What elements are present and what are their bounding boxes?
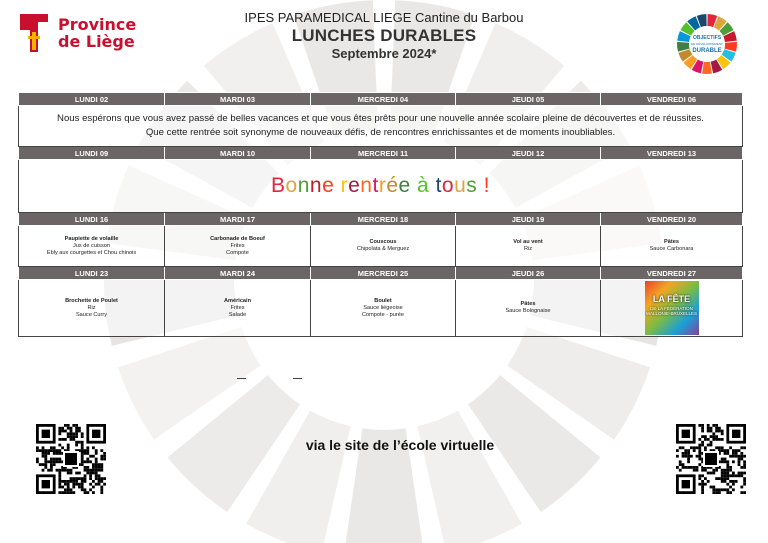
dish-side: Chipolata & Merguez: [356, 246, 410, 252]
week-4-row: [19, 280, 743, 337]
banner-letter: r: [340, 174, 349, 197]
dish-side: Sauce Curry: [75, 311, 108, 318]
banner-letter: u: [454, 174, 467, 197]
week-2-row: [19, 160, 743, 213]
footer-link-text: via le site de l’école virtuelle: [305, 437, 495, 453]
dish-main: Boulet: [374, 297, 392, 304]
day-header: JEUDI 05: [456, 93, 601, 106]
day-header: MERCREDI 18: [311, 213, 456, 226]
day-header: VENDREDI 20: [601, 213, 743, 226]
banner-letter: e: [348, 174, 361, 197]
school-name: IPES PARAMEDICAL LIEGE Cantine du Barbou: [244, 10, 524, 25]
day-header: LUNDI 16: [19, 213, 165, 226]
dish-main: Brochette de Poulet: [65, 297, 118, 304]
badge-line3: DURABLE: [692, 48, 722, 54]
day-header: MERCREDI 11: [311, 147, 456, 160]
week-3-header: [19, 213, 743, 226]
poster-title-text: LA FÊTE: [652, 294, 691, 304]
banner-letter: e: [398, 174, 411, 197]
dish-main: Paupiette de volaille: [64, 235, 119, 242]
dish-side: Sauce Bolognaise: [505, 308, 551, 314]
dish-side: Sauce liégeoise: [363, 304, 403, 311]
day-header: JEUDI 12: [456, 147, 601, 160]
dash-mark: [293, 378, 302, 379]
banner-letter: à: [417, 174, 430, 197]
day-header: JEUDI 26: [456, 267, 601, 280]
banner-letter: s: [466, 174, 478, 197]
banner-letter: n: [297, 174, 310, 197]
welcome-line1: Nous espérons que vous avez passé de belles vacances et que vous êtes prêts pour une nouvelle année scolaire pleine de découvertes et de réussites.: [57, 113, 704, 124]
week-1-row: [19, 106, 743, 147]
dish-side: Frites: [230, 304, 245, 311]
dish-main: Pâtes: [664, 239, 679, 245]
day-header: MARDI 10: [165, 147, 311, 160]
badge-line2: DE DÉVELOPPEMENT: [691, 42, 723, 46]
banner-letter: é: [386, 174, 399, 197]
day-header: LUNDI 09: [19, 147, 165, 160]
dish-main: Pâtes: [520, 301, 536, 307]
banner-letter: t: [372, 174, 379, 197]
dish-side: Frites: [230, 242, 245, 249]
dash-mark: [237, 378, 246, 379]
fete-poster-title: [645, 295, 699, 316]
menu-cell: [601, 226, 743, 267]
week-2-header: [19, 147, 743, 160]
banner-letter: t: [435, 174, 442, 197]
day-header: VENDREDI 13: [601, 147, 743, 160]
week-1-header: [19, 93, 743, 106]
menu-cell: [456, 226, 601, 267]
banner-letter: e: [322, 174, 335, 197]
banner-letter: B: [271, 174, 286, 197]
welcome-message: [19, 106, 743, 147]
page-header: [0, 0, 768, 90]
welcome-line2: Que cette rentrée soit synonyme de nouveaux défis, de rencontres enrichissantes et de moments inoubliables.: [145, 127, 616, 138]
sdg-badge-icon: [675, 12, 739, 76]
dish-side: Compote - purée: [362, 311, 404, 318]
banner-letter: o: [285, 174, 298, 197]
dish-side: Riz: [87, 304, 96, 311]
dish-side: Compote: [226, 249, 249, 256]
day-header: MARDI 17: [165, 213, 311, 226]
dish-main: Carbonade de Boeuf: [210, 235, 265, 242]
dish-main: Américain: [223, 297, 252, 304]
menu-cell: [165, 280, 311, 337]
title-block: [0, 10, 768, 61]
qr-code-left-icon: [36, 424, 106, 494]
menu-cell: [19, 226, 165, 267]
menu-cell: [165, 226, 311, 267]
qr-code-right-icon: [676, 424, 746, 494]
day-header: VENDREDI 06: [601, 93, 743, 106]
week-3-row: [19, 226, 743, 267]
menu-cell: [456, 280, 601, 337]
banner-letter: r: [378, 174, 387, 197]
banner-letter: o: [441, 174, 455, 197]
month-label: Septembre 2024*: [331, 46, 437, 61]
rentree-banner: [19, 160, 743, 213]
rentree-text: [271, 174, 490, 197]
dish-side: Salade: [228, 311, 247, 318]
day-header: LUNDI 02: [19, 93, 165, 106]
day-header: MARDI 03: [165, 93, 311, 106]
dish-side: Jus de cuisson: [72, 242, 110, 249]
day-header: MERCREDI 25: [311, 267, 456, 280]
menu-cell: [19, 280, 165, 337]
menu-cell: [311, 280, 456, 337]
dish-main: Vol au vent: [513, 239, 543, 245]
day-header: LUNDI 23: [19, 267, 165, 280]
page-title: LUNCHES DURABLES: [291, 26, 477, 45]
dish-side: Sauce Carbonara: [649, 246, 694, 252]
banner-letter: n: [360, 174, 373, 197]
menu-cell: [311, 226, 456, 267]
day-header: JEUDI 19: [456, 213, 601, 226]
day-header: MARDI 24: [165, 267, 311, 280]
day-header: VENDREDI 27: [601, 267, 743, 280]
badge-line1: OBJECTIFS: [692, 35, 722, 41]
dish-side: Riz: [523, 246, 533, 252]
dish-side: Ebly aux courgettes et Chou chinois: [46, 249, 137, 256]
week-4-header: [19, 267, 743, 280]
banner-letter: n: [309, 174, 323, 197]
dish-main: Couscous: [369, 239, 397, 245]
poster-subtitle: DE LA FÉDÉRATION WALLONIE-BRUXELLES: [645, 306, 698, 316]
banner-letter: !: [483, 174, 490, 197]
fete-poster-image: [645, 281, 699, 335]
menu-table: [18, 92, 743, 337]
day-header: MERCREDI 04: [311, 93, 456, 106]
logo-line1: Province: [58, 15, 137, 34]
logo-line2: de Liège: [58, 32, 135, 51]
menu-cell-poster: [601, 280, 743, 337]
